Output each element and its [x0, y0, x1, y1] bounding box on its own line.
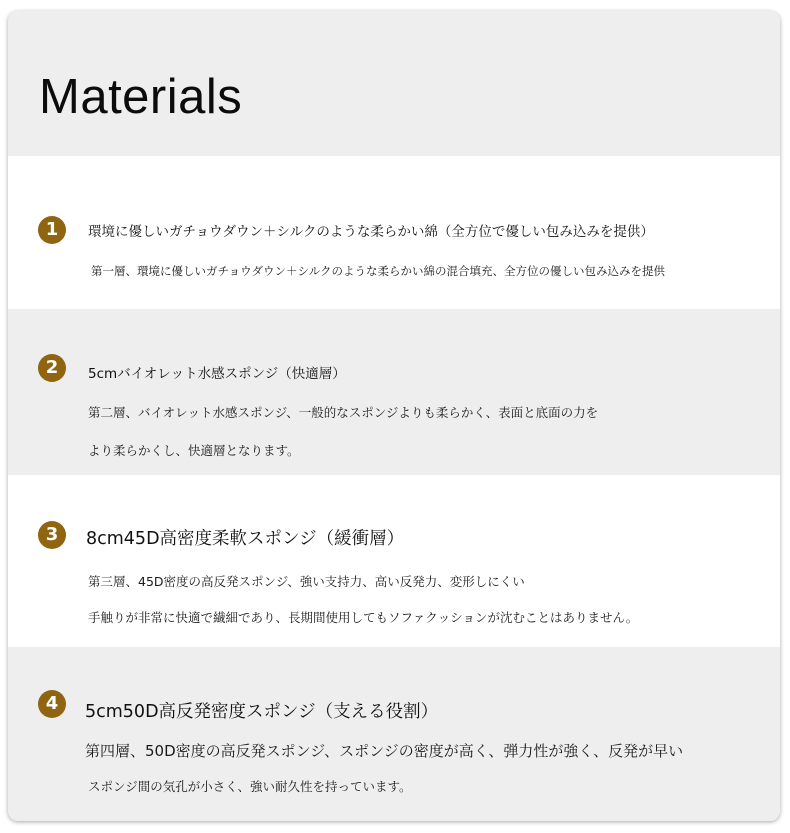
- section-heading: 5cm50D高反発密度スポンジ（支える役割）: [85, 702, 439, 722]
- material-section-4: [8, 647, 780, 821]
- material-section-2: [8, 309, 780, 475]
- number-badge: 2: [38, 354, 66, 382]
- material-section-3: [8, 475, 780, 647]
- number-badge: 4: [38, 690, 66, 718]
- section-heading: 5cmバイオレット水感スポンジ（快適層）: [88, 366, 346, 382]
- section-heading: 8cm45D高密度柔軟スポンジ（緩衝層）: [86, 529, 405, 549]
- section-text-line: より柔らかくし、快適層となります。: [88, 443, 300, 458]
- section-text-line: 第二層、バイオレット水感スポンジ、一般的なスポンジよりも柔らかく、表面と底面の力を: [88, 405, 599, 420]
- section-text-line: 第一層、環境に優しいガチョウダウン＋シルクのような柔らかい綿の混合填充、全方位の優しい包み込みを提供: [91, 264, 666, 278]
- section-text-line: 第四層、50D密度の高反発スポンジ、スポンジの密度が高く、弾力性が強く、反発が早い: [85, 742, 684, 760]
- section-text-line: 第三層、45D密度の高反発スポンジ、強い支持力、高い反発力、変形しにくい: [88, 574, 525, 589]
- header: [8, 11, 780, 156]
- materials-card: [8, 11, 780, 821]
- material-section-1: [8, 156, 780, 309]
- section-text-line: スポンジ間の気孔が小さく、強い耐久性を持っています。: [88, 779, 412, 794]
- number-badge: 3: [38, 521, 66, 549]
- section-heading: 環境に優しいガチョウダウン＋シルクのような柔らかい綿（全方位で優しい包み込みを提供）: [88, 224, 654, 240]
- number-badge: 1: [38, 216, 66, 244]
- page-title: Materials: [39, 70, 243, 124]
- section-text-line: 手触りが非常に快適で繊細であり、長期間使用してもソファクッションが沈むことはありません。: [88, 610, 639, 625]
